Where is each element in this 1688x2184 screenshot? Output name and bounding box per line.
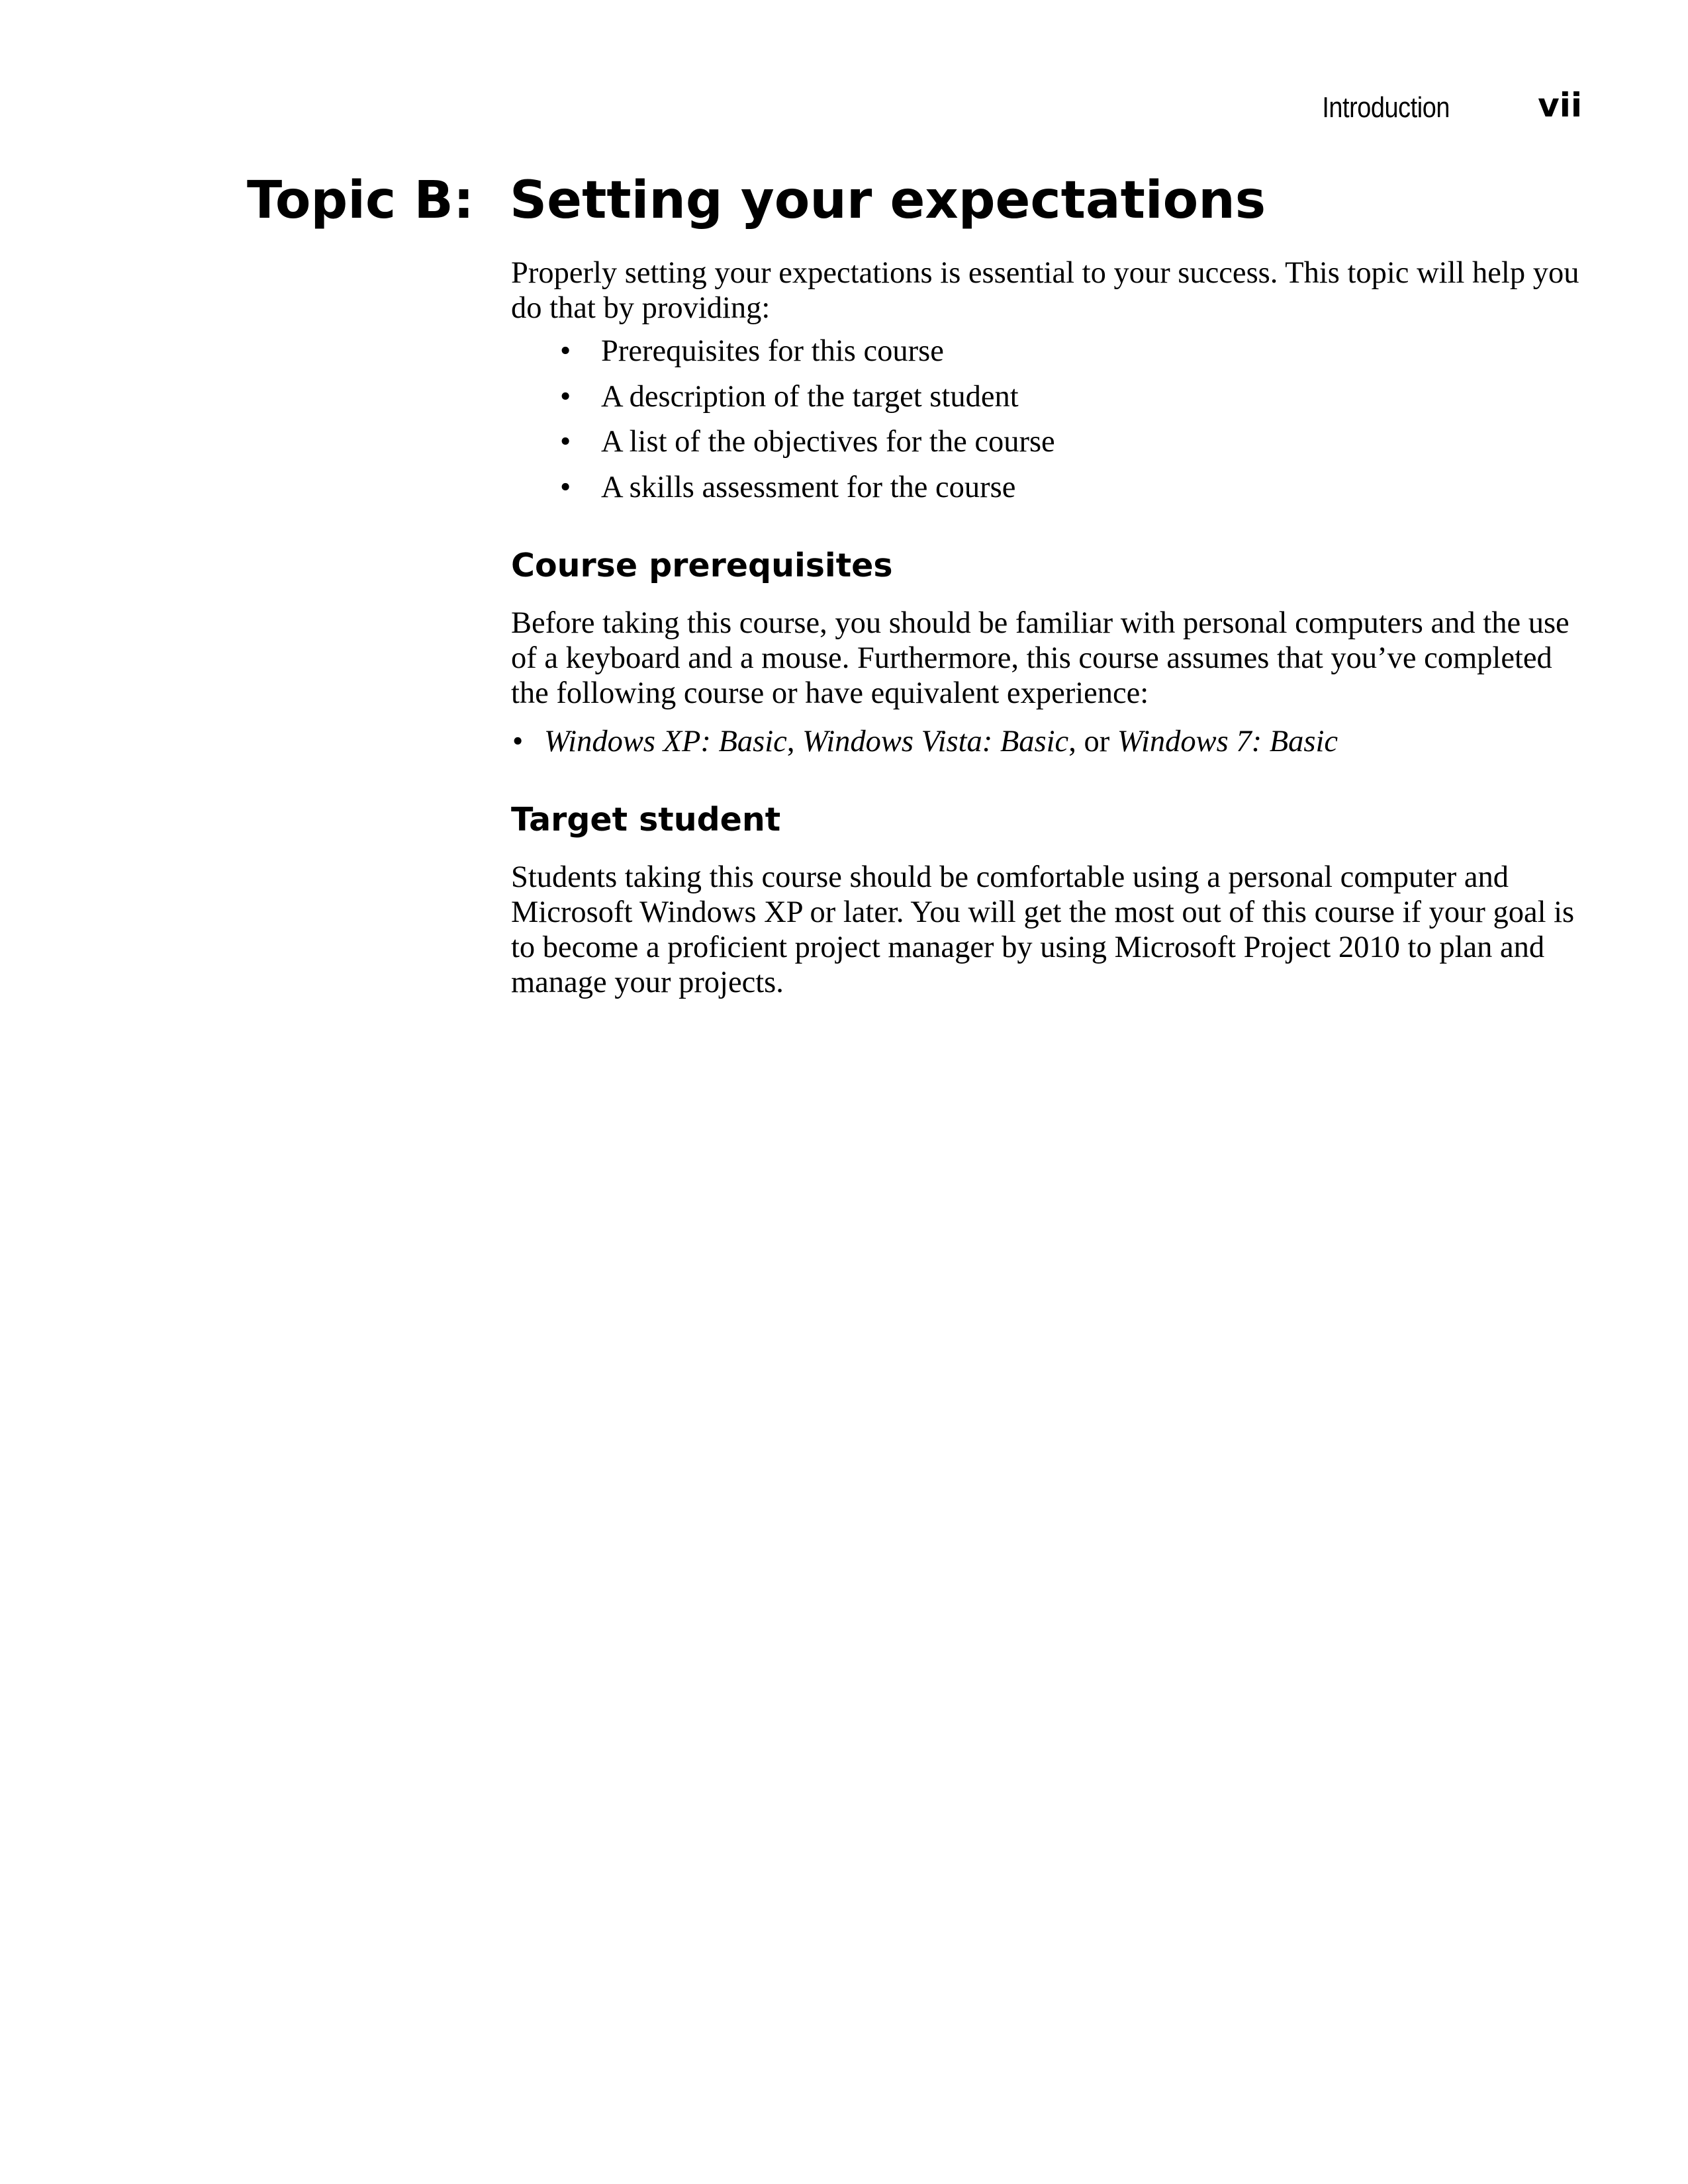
intro-paragraph: Properly setting your expectations is essential to your success. This topic will help you do that by providing: <box>511 256 1579 325</box>
bullet-icon: • <box>560 334 571 368</box>
bullet-icon: • <box>512 725 524 758</box>
topic-title: Setting your expectations <box>510 171 1266 230</box>
main-content <box>511 255 1583 1000</box>
target-student-heading: Target student <box>511 801 781 839</box>
target-student-paragraph: Students taking this course should be comfortable using a personal computer and Microsoft Windows XP or later. You will get the most out of this course if your goal is to become a proficient project manager by using Microsoft Project 2010 to plan and manage your projects. <box>511 860 1575 999</box>
course-name-win7: Windows 7: Basic <box>1117 725 1338 758</box>
header-section-title: Introduction <box>1322 91 1450 124</box>
header-page-number: vii <box>1538 86 1582 124</box>
intro-bullet-list <box>511 334 1583 515</box>
course-separator: , or <box>1068 725 1117 758</box>
page-header <box>1119 86 1582 132</box>
list-item-text: Prerequisites for this course <box>601 334 944 368</box>
list-item <box>511 424 1583 470</box>
course-name-xp: Windows XP: Basic <box>544 725 787 758</box>
list-item <box>511 724 1583 759</box>
bullet-icon: • <box>560 425 571 459</box>
list-item-text: A list of the objectives for the course <box>601 425 1055 459</box>
bullet-icon: • <box>560 470 571 504</box>
prerequisites-paragraph: Before taking this course, you should be familiar with personal computers and the use of a keyboard and a mouse. Furthermore, this course assumes that you’ve completed the following course or have equivalent experience: <box>511 606 1570 710</box>
list-item <box>511 470 1583 516</box>
prerequisite-course-list <box>511 724 1583 759</box>
list-item-text: A skills assessment for the course <box>601 470 1016 504</box>
course-separator: , <box>786 725 803 758</box>
course-name-vista: Windows Vista: Basic <box>802 725 1069 758</box>
topic-label: Topic B: <box>247 171 475 230</box>
list-item <box>511 379 1583 425</box>
list-item-text: A description of the target student <box>601 379 1019 414</box>
list-item <box>511 334 1583 379</box>
prerequisites-heading: Course prerequisites <box>511 547 893 584</box>
bullet-icon: • <box>560 379 571 414</box>
